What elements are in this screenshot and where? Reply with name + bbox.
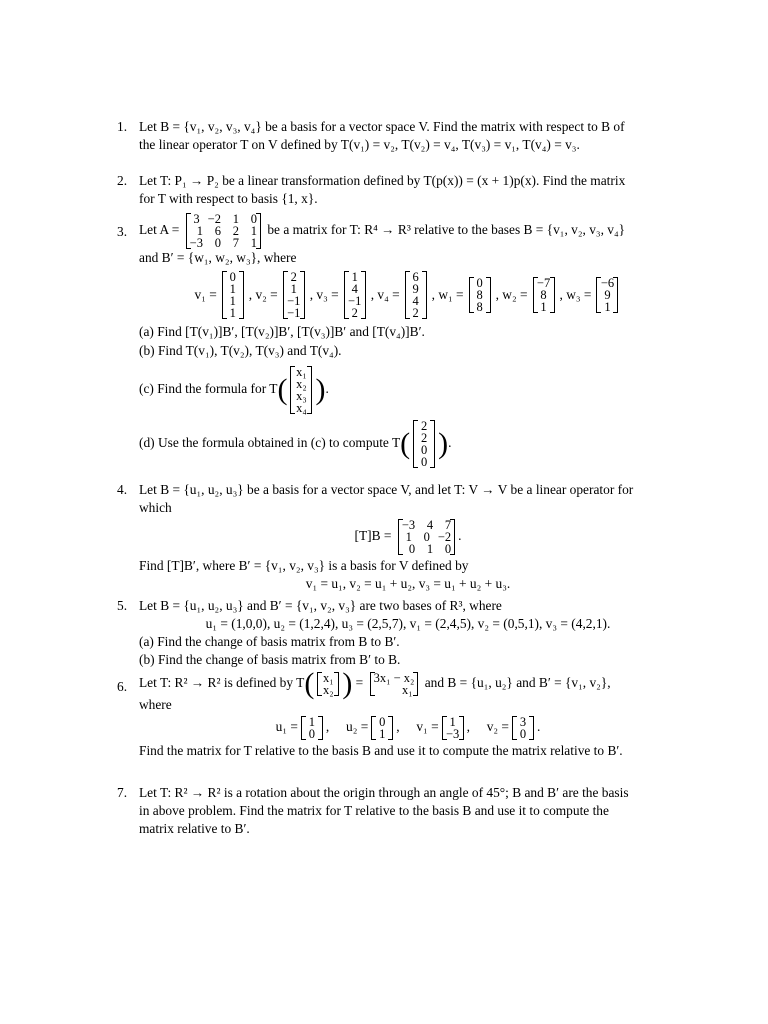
question-text: matrix relative to B′.	[139, 821, 250, 836]
part-a: (a) Find [T(v₁)]B′, [T(v₂)]B′, [T(v₃)]B′ and [T(v₄)]B′.	[139, 324, 425, 339]
question-6: 6. Let T: R² → R² is defined by T( x₁ x₂ ) = 3x₁ − x₂ x₁ and B = {u₁, u₂} and B′ = {v₁, v₂}, where u₁ = 1 0 , u₂ = 0 1 , v₁ = 1 −3 , v₂ = 3 0 . Find the matrix for T relative to the basis B and use it to compute the matrix relative to B′.	[117, 672, 677, 760]
question-text: the linear operator T on V defined by T(v₁) = v₂, T(v₂) = v₄, T(v₃) = v₁, T(v₄) = v₃.	[139, 137, 580, 152]
part-c: (c) Find the formula for T( x₁ x₂ x₃ x₄ ).	[139, 365, 329, 415]
question-number: 1.	[117, 119, 128, 134]
question-text: Let A =	[139, 222, 180, 238]
question-text: be a matrix for T: R⁴ → R³ relative to the bases B = {v₁, v₂, v₃, v₄}	[267, 222, 626, 238]
question-1	[117, 118, 677, 154]
part-a: (a) Find the change of basis matrix from B to B′.	[139, 634, 400, 649]
question-text: Let B = {u₁, u₂, u₃} be a basis for a vector space V, and let T: V → V be a linear operator for	[139, 482, 634, 497]
question-text: Let T: P₁ → P₂ be a linear transformation defined by T(p(x)) = (x + 1)p(x). Find the matrix	[139, 173, 626, 188]
question-text: u₁ = (1,0,0), u₂ = (1,2,4), u₃ = (2,5,7), v₁ = (2,4,5), v₂ = (0,5,1), v₃ = (4,2,1).	[205, 616, 611, 631]
question-number: 7.	[117, 785, 128, 800]
question-3	[117, 213, 677, 474]
question-number: 2.	[117, 173, 128, 188]
question-text: Find [T]B′, where B′ = {v₁, v₂, v₃} is a basis for V defined by	[139, 558, 469, 573]
matrix-a: 3 −2 1 0 1 6 2 1 −3 0 7 1	[186, 213, 261, 249]
question-4	[117, 481, 677, 593]
part-b: (b) Find the change of basis matrix from B′ to B.	[139, 652, 401, 667]
question-text: where	[139, 697, 172, 712]
part-d: (d) Use the formula obtained in (c) to compute T( 2 2 0 0 ).	[139, 419, 452, 469]
question-2	[117, 172, 677, 208]
question-text: for T with respect to basis {1, x}.	[139, 191, 318, 206]
question-text: and B′ = {w₁, w₂, w₃}, where	[139, 250, 297, 265]
question-text: in above problem. Find the matrix for T relative to the basis B and use it to compute the	[139, 803, 609, 818]
question-7	[117, 784, 677, 838]
question-text: Let B = {v₁, v₂, v₃, v₄} be a basis for a vector space V. Find the matrix with respect to B of	[139, 119, 625, 134]
question-5	[117, 597, 677, 669]
basis-vectors: u₁ = 1 0 , u₂ = 0 1 , v₁ = 1 −3 , v₂ = 3 0 .	[275, 715, 541, 741]
question-text: Find the matrix for T relative to the basis B and use it to compute the matrix relative to B′.	[139, 743, 623, 758]
matrix-t-b: [T]B = −3 4 7 1 0 −2 0 1 0 .	[354, 518, 462, 556]
basis-vectors: v₁ = 0 1 1 1 , v₂ = 2 1 −1 −1 , v₃ = 1 4 −1 2 , v₄ = 6 9 4 2 , w₁ = 0 8 8 , w₂ = −7 8 1 , w₃ = −6 9 1	[139, 271, 677, 319]
question-text: Let T: R² → R² is a rotation about the origin through an angle of 45°; B and B′ are the basis	[139, 785, 629, 800]
question-text: which	[139, 500, 172, 515]
question-text: Let B = {u₁, u₂, u₃} and B′ = {v₁, v₂, v₃} are two bases of R³, where	[139, 598, 502, 613]
part-b: (b) Find T(v₁), T(v₂), T(v₃) and T(v₄).	[139, 343, 342, 358]
question-number: 3.	[117, 224, 128, 239]
question-number: 4.	[117, 482, 128, 497]
question-number: 5.	[117, 598, 128, 613]
question-number: 6.	[117, 679, 128, 694]
question-text: v₁ = u₁, v₂ = u₁ + u₂, v₃ = u₁ + u₂ + u₃.	[305, 576, 511, 591]
